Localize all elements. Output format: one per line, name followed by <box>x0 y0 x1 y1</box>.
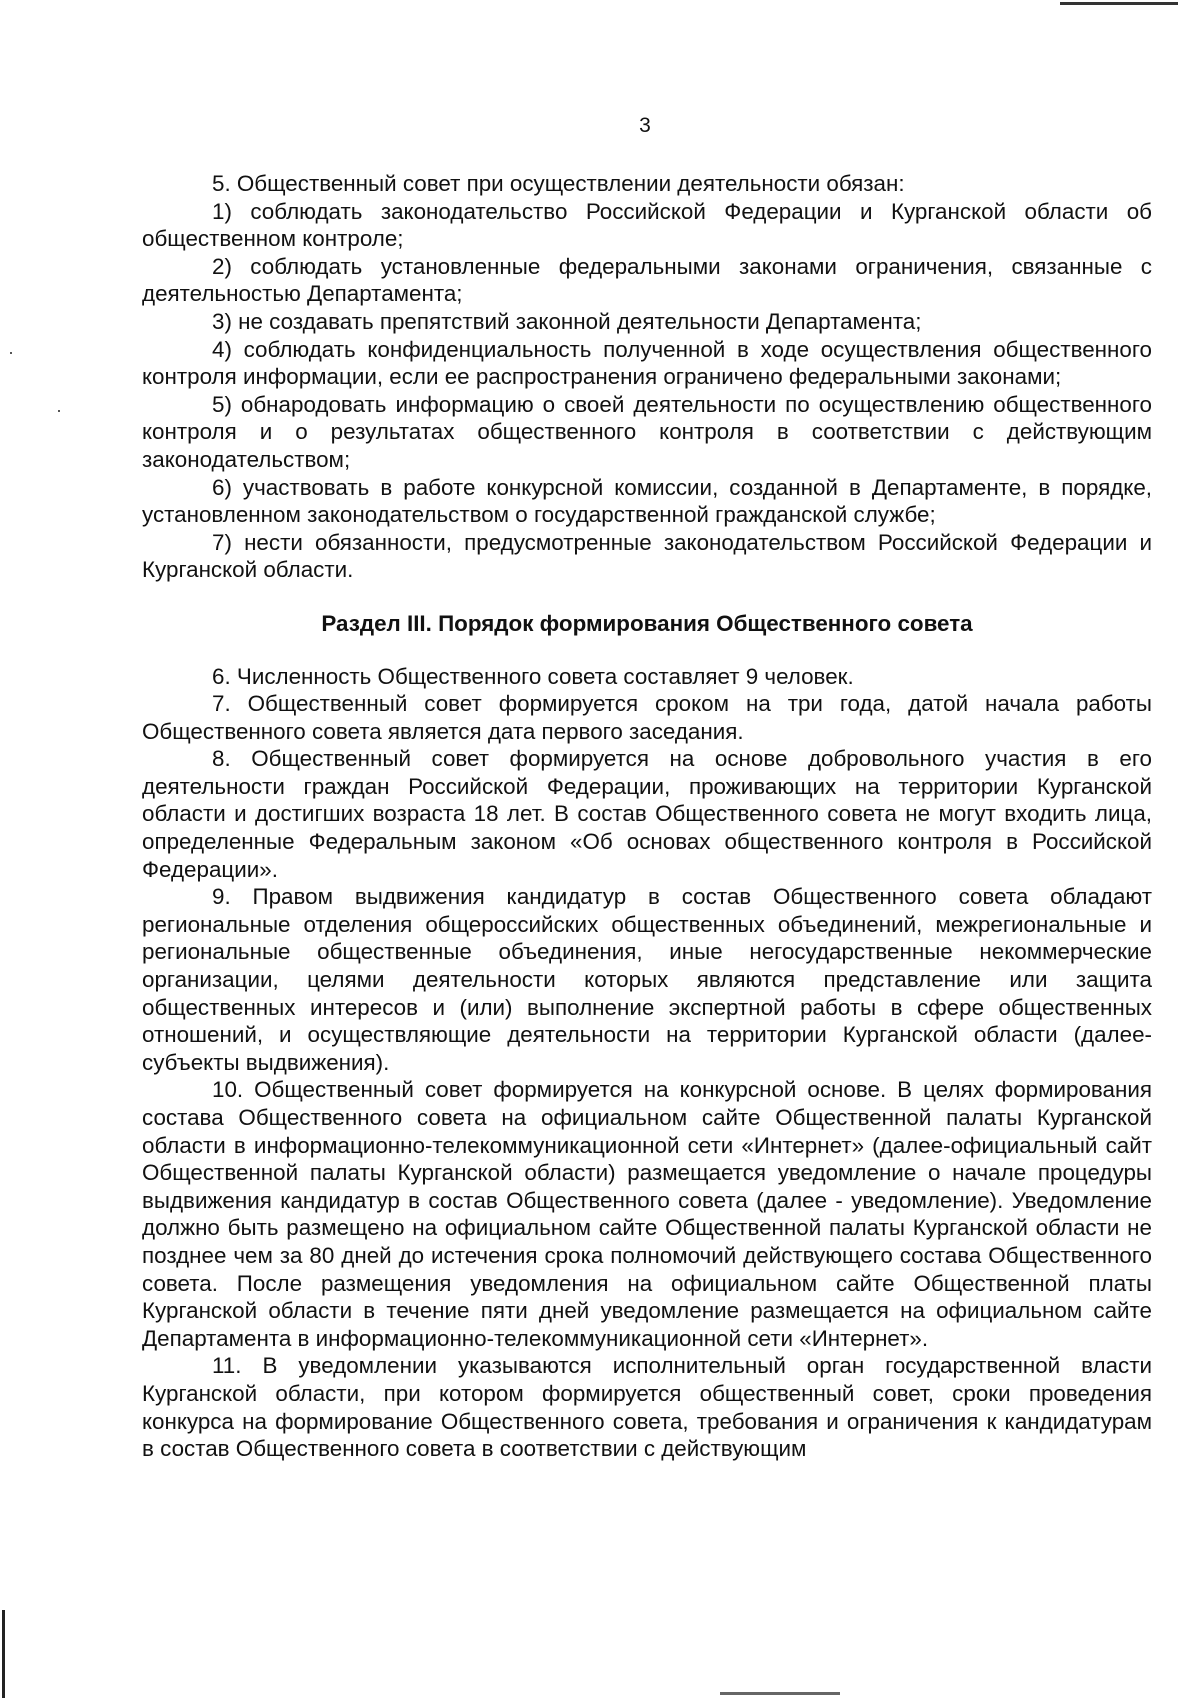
paragraph: 2) соблюдать установленные федеральными законами ограничения, связанные с деятельностью Департамента; <box>142 253 1152 307</box>
paragraph: 4) соблюдать конфиденциальность полученной в ходе осуществления общественного контроля информации, если ее распространения ограничено федеральными законами; <box>142 336 1152 390</box>
paragraph: 3) не создавать препятствий законной деятельности Департамента; <box>212 308 922 334</box>
scan-artifact-dot <box>58 410 60 412</box>
paragraph: 6) участвовать в работе конкурсной комиссии, созданной в Департаменте, в порядке, установленном законодательством о государственной гражданской службе; <box>142 474 1152 528</box>
paragraph: 9. Правом выдвижения кандидатур в состав Общественного совета обладают региональные отделения общероссийских общественных объединений, межрегиональные и региональные общественные объединения, иные негосударственные некоммерческие организации, целями деятельности которых являются представление или защита общественных интересов и (или) выполнение экспертной работы в сфере общественных отношений, и осуществляющие деятельности на территории Курганской области (далее-субъекты выдвижения). <box>142 884 1152 1075</box>
paragraph: 1) соблюдать законодательство Российской Федерации и Курганской области об общественном контроле; <box>142 198 1152 252</box>
paragraph: 7. Общественный совет формируется сроком на три года, датой начала работы Общественного совета является дата первого заседания. <box>142 691 1152 744</box>
paragraph: 7) нести обязанности, предусмотренные законодательством Российской Федерации и Курганской области. <box>142 529 1152 583</box>
scan-artifact-top <box>1060 2 1178 5</box>
scan-artifact-dot <box>10 352 12 354</box>
scan-artifact-bottom <box>720 1692 840 1695</box>
duties-list <box>142 170 1152 584</box>
paragraph: 11. В уведомлении указываются исполнительный орган государственной власти Курганской области, при котором формируется общественный совет, сроки проведения конкурса на формирование Общественного совета, требования и ограничения к кандидатурам в состав Общественного совета в соответствии с действующим <box>142 1353 1152 1462</box>
section-heading: Раздел III. Порядок формирования Общественного совета <box>321 610 973 636</box>
page-number: 3 <box>639 114 651 137</box>
paragraph: 5) обнародовать информацию о своей деятельности по осуществлению общественного контроля и о результатах общественного контроля в соответствии с действующим законодательством; <box>142 391 1152 472</box>
formation-rules <box>142 663 1152 1463</box>
paragraph: 5. Общественный совет при осуществлении деятельности обязан: <box>212 171 905 196</box>
scan-artifact-edge <box>2 1610 5 1698</box>
document-body <box>142 170 1152 1463</box>
paragraph: 10. Общественный совет формируется на конкурсной основе. В целях формирования состава Общественного совета на официальном сайте Общественной палаты Курганской области в информационно-телекоммуникационной сети «Интернет» (далее-официальный сайт Общественной палаты Курганской области) размещается уведомление о начале процедуры выдвижения кандидатур в состав Общественного совета (далее - уведомление). Уведомление должно быть размещено на официальном сайте Общественной палаты Курганской области не позднее чем за 80 дней до истечения срока полномочий действующего состава Общественного совета. После размещения уведомления на официальном сайте Общественной платы Курганской области в течение пяти дней уведомление размещается на официальном сайте Департамента в информационно-телекоммуникационной сети «Интернет». <box>142 1077 1152 1351</box>
paragraph: 8. Общественный совет формируется на основе добровольного участия в его деятельности граждан Российской Федерации, проживающих на территории Курганской области и достигших возраста 18 лет. В состав Общественного совета не могут входить лица, определенные Федеральным законом «Об основах общественного контроля в Российской Федерации». <box>142 746 1152 882</box>
paragraph: 6. Численность Общественного совета составляет 9 человек. <box>212 663 854 689</box>
